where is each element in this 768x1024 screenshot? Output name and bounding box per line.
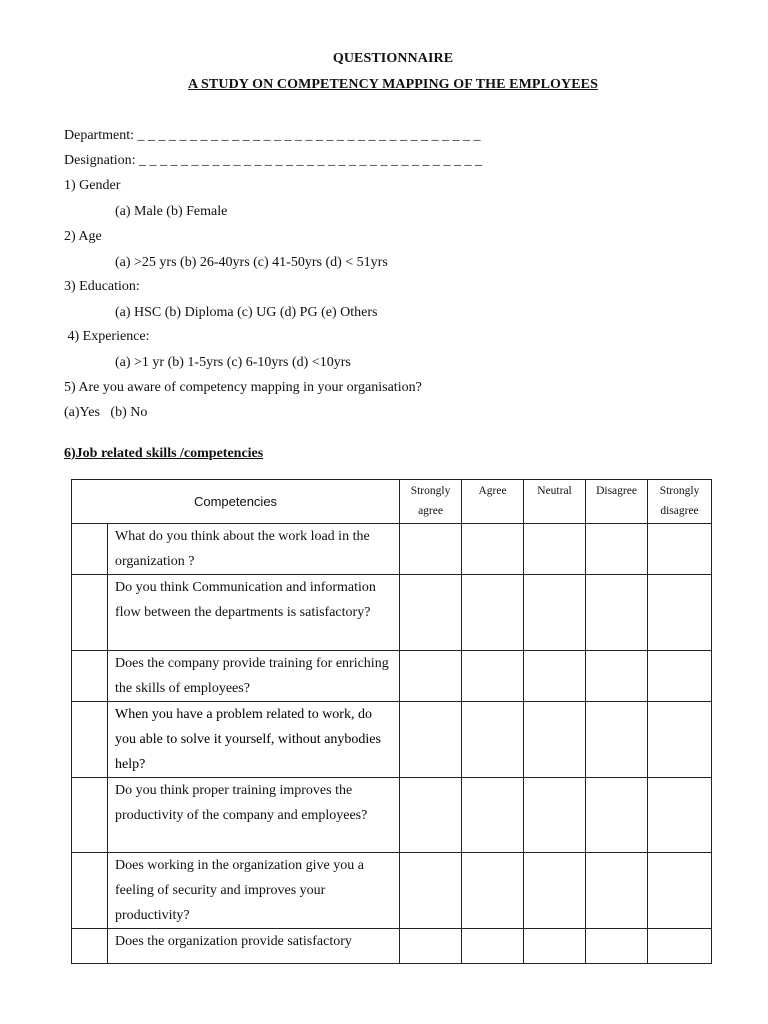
answer-cell-disagree[interactable] (586, 524, 648, 575)
designation-field[interactable]: Designation: _ _ _ _ _ _ _ _ _ _ _ _ _ _ _ _ _ _ _ _ _ _ _ _ _ _ _ _ _ _ _ _ _ (64, 153, 483, 168)
question-text: Do you think Communication and information flow between the departments is satisfactory? (108, 575, 400, 651)
competencies-header: Competencies (72, 480, 400, 524)
row-number-cell (72, 853, 108, 929)
header-disagree (586, 480, 648, 524)
answer-cell-strongly-disagree[interactable] (648, 929, 712, 964)
table-row (72, 524, 712, 575)
answer-cell-strongly-agree[interactable] (400, 651, 462, 702)
question-text: Does the organization provide satisfactory (108, 929, 400, 964)
answer-cell-agree[interactable] (462, 651, 524, 702)
table-row (72, 575, 712, 651)
question-text: Does working in the organization give you a feeling of security and improves your productivity? (108, 853, 400, 929)
answer-cell-strongly-disagree[interactable] (648, 853, 712, 929)
row-number-cell (72, 929, 108, 964)
answer-cell-agree[interactable] (462, 778, 524, 853)
answer-cell-neutral[interactable] (524, 929, 586, 964)
header-strongly-agree-line1: Strongly (410, 485, 451, 497)
table-row (72, 853, 712, 929)
table-row (72, 929, 712, 964)
answer-cell-strongly-agree[interactable] (400, 524, 462, 575)
header-agree-line1: Agree (478, 485, 507, 497)
table-row (72, 702, 712, 778)
question-education: 3) Education: (64, 279, 140, 294)
education-options[interactable]: (a) HSC (b) Diploma (c) UG (d) PG (e) Others (115, 305, 378, 320)
question-gender: 1) Gender (64, 178, 121, 193)
answer-cell-agree[interactable] (462, 524, 524, 575)
section-heading: 6)Job related skills /competencies (64, 446, 264, 461)
answer-cell-neutral[interactable] (524, 524, 586, 575)
answer-cell-neutral[interactable] (524, 702, 586, 778)
answer-cell-disagree[interactable] (586, 778, 648, 853)
answer-cell-strongly-disagree[interactable] (648, 651, 712, 702)
row-number-cell (72, 702, 108, 778)
page-title: QUESTIONNAIRE (332, 51, 454, 66)
question-text: What do you think about the work load in the organization ? (108, 524, 400, 575)
answer-cell-neutral[interactable] (524, 853, 586, 929)
answer-cell-neutral[interactable] (524, 575, 586, 651)
question-text: Does the company provide training for enriching the skills of employees? (108, 651, 400, 702)
answer-cell-neutral[interactable] (524, 778, 586, 853)
answer-cell-agree[interactable] (462, 575, 524, 651)
header-strongly-disagree-line2: disagree (660, 505, 699, 517)
answer-cell-strongly-disagree[interactable] (648, 524, 712, 575)
header-neutral-line1: Neutral (537, 485, 572, 497)
answer-cell-agree[interactable] (462, 702, 524, 778)
answer-cell-strongly-disagree[interactable] (648, 575, 712, 651)
page-subtitle: A STUDY ON COMPETENCY MAPPING OF THE EMPLOYEES (188, 77, 598, 92)
header-disagree-line1: Disagree (596, 485, 637, 497)
answer-cell-disagree[interactable] (586, 702, 648, 778)
answer-cell-neutral[interactable] (524, 651, 586, 702)
answer-cell-strongly-agree[interactable] (400, 778, 462, 853)
competencies-table (71, 479, 712, 964)
answer-cell-strongly-agree[interactable] (400, 853, 462, 929)
header-strongly-disagree-line1: Strongly (659, 485, 700, 497)
answer-cell-strongly-disagree[interactable] (648, 778, 712, 853)
row-number-cell (72, 575, 108, 651)
table-row (72, 651, 712, 702)
question-text: When you have a problem related to work, do you able to solve it yourself, without anybodies help? (108, 702, 400, 778)
answer-cell-strongly-agree[interactable] (400, 702, 462, 778)
answer-cell-disagree[interactable] (586, 853, 648, 929)
table-header-row (72, 480, 712, 524)
header-neutral (524, 480, 586, 524)
answer-cell-disagree[interactable] (586, 575, 648, 651)
header-strongly-agree (400, 480, 462, 524)
header-agree (462, 480, 524, 524)
answer-cell-strongly-agree[interactable] (400, 575, 462, 651)
row-number-cell (72, 778, 108, 853)
department-field[interactable]: Department: _ _ _ _ _ _ _ _ _ _ _ _ _ _ _ _ _ _ _ _ _ _ _ _ _ _ _ _ _ _ _ _ _ (64, 128, 481, 143)
question-experience: 4) Experience: (64, 329, 150, 344)
answer-cell-agree[interactable] (462, 929, 524, 964)
answer-cell-strongly-disagree[interactable] (648, 702, 712, 778)
answer-cell-agree[interactable] (462, 853, 524, 929)
row-number-cell (72, 651, 108, 702)
table-row (72, 778, 712, 853)
question-age: 2) Age (64, 229, 102, 244)
age-options[interactable]: (a) >25 yrs (b) 26-40yrs (c) 41-50yrs (d) < 51yrs (115, 255, 388, 270)
header-strongly-disagree (648, 480, 712, 524)
header-strongly-agree-line2: agree (418, 505, 443, 517)
question-text: Do you think proper training improves the productivity of the company and employees? (108, 778, 400, 853)
answer-cell-disagree[interactable] (586, 929, 648, 964)
answer-cell-strongly-agree[interactable] (400, 929, 462, 964)
gender-options[interactable]: (a) Male (b) Female (115, 204, 228, 219)
experience-options[interactable]: (a) >1 yr (b) 1-5yrs (c) 6-10yrs (d) <10yrs (115, 355, 351, 370)
question-awareness: 5) Are you aware of competency mapping in your organisation? (64, 380, 422, 395)
answer-cell-disagree[interactable] (586, 651, 648, 702)
awareness-options[interactable]: (a)Yes (b) No (64, 405, 148, 420)
row-number-cell (72, 524, 108, 575)
